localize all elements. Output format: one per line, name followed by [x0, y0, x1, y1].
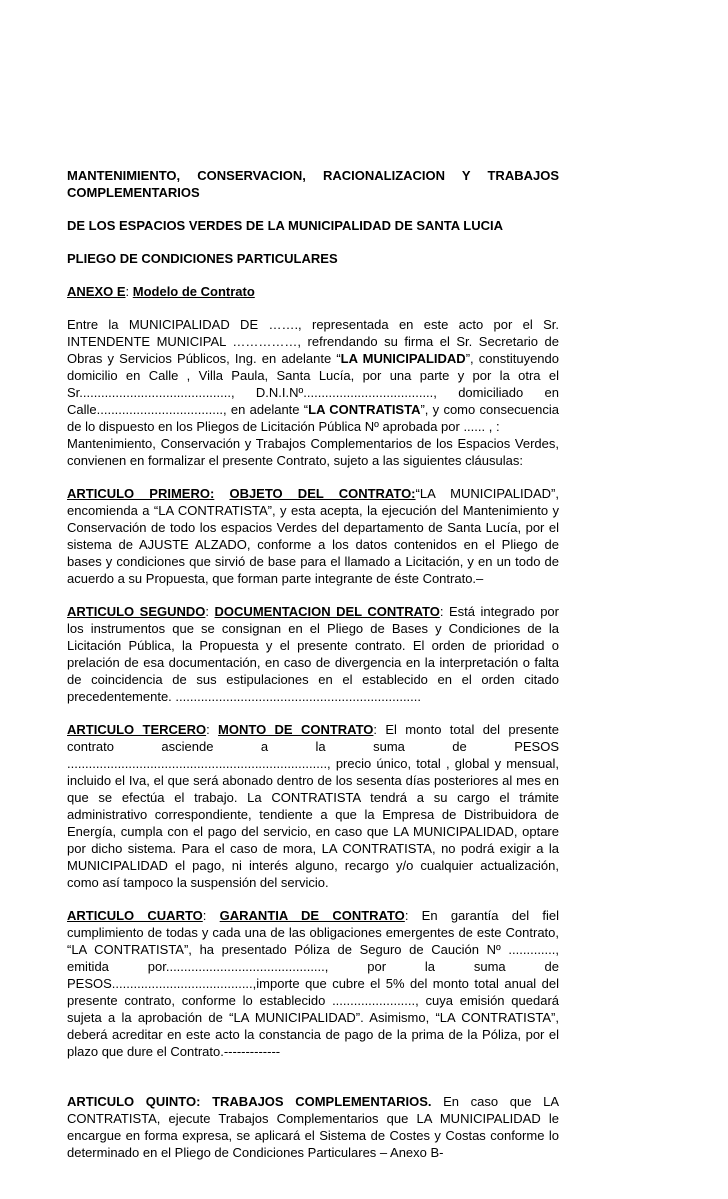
article-3-label: ARTICULO TERCERO — [67, 722, 207, 737]
article-3-text: : El monto total del presente contrato asciende a la suma de PESOS ........................................................................, precio único, total , global y mensual, incluido el Iva, el que será abonado dentro de los sesenta días posteriores al mes en que se efectúa el trabajo. La CONTRATISTA tendrá a su cargo el trámite administrativo correspondiente, tendiente a que la Empresa de Distribuidora de Energía, cumpla con el pago del servicio, en caso que LA MUNICIPALIDAD, optare por dicho sistema. Para el caso de mora, LA CONTRATISTA, no podrá exigir a la MUNICIPALIDAD el pago, ni interés alguno, recargo y/o cualquier actualización, como así tampoco la suspensión del servicio. — [67, 722, 559, 890]
document-subtitle: DE LOS ESPACIOS VERDES DE LA MUNICIPALIDAD DE SANTA LUCIA — [67, 218, 504, 233]
anexo-name: Modelo de Contrato — [132, 284, 255, 299]
article-2: ARTICULO SEGUNDO: DOCUMENTACION DEL CONTRATO: Está integrado por los instrumentos que se consignan en el Pliego de Bases y Condiciones de la Licitación Pública, la Propuesta y el presente contrato. El orden de prioridad o prelación de esa documentación, en caso de divergencia en la interpretación o falta de coincidencia de sus estipulaciones en el establecido en el orden citado precedentemente. .................................................................... — [67, 604, 559, 704]
document-title: MANTENIMIENTO, CONSERVACION, RACIONALIZACION Y TRABAJOS COMPLEMENTARIOS — [67, 168, 559, 200]
article-4-title: GARANTIA DE CONTRATO — [219, 908, 405, 923]
document-body — [67, 167, 559, 1161]
article-1-text: “LA MUNICIPALIDAD”, encomienda a “LA CONTRATISTA”, y esta acepta, la ejecución del Mantenimiento y Conservación de todo los espacios Verdes del departamento de Santa Lucía, por el sistema de AJUSTE ALZADO, conforme a los datos contenidos en el Pliego de bases y condiciones que sirvió de base para el llamado a Licitación, y en un todo de acuerdo a su Propuesta, que forman parte integrante de éste Contrato.– — [67, 486, 559, 586]
article-4-text: : En garantía del fiel cumplimiento de todas y cada una de las obligaciones emergentes de este Contrato, “LA CONTRATISTA”, ha presentado Póliza de Seguro de Caución Nº ............., emitida por............................................, por la suma de PESOS.......................................,importe que cubre el 5% del monto total anual del presente contrato, conforme lo establecido ......................., cuya emisión quedará sujeta a la aprobación de “LA MUNICIPALIDAD”. Asimismo, “LA CONTRATISTA”, deberá acreditar en este acto la constancia de pago de la prima de la Póliza, por el plazo que dure el Contrato.------------- — [67, 908, 559, 1059]
article-5 — [67, 1093, 559, 1161]
intro-paragraph — [67, 316, 559, 435]
article-2-label: ARTICULO SEGUNDO — [67, 604, 206, 619]
anexo-separator: : — [125, 284, 133, 299]
municipalidad-term: LA MUNICIPALIDAD — [340, 351, 466, 366]
contratista-term: LA CONTRATISTA — [308, 402, 421, 417]
document-section-title: PLIEGO DE CONDICIONES PARTICULARES — [67, 251, 338, 266]
article-2-title: DOCUMENTACION DEL CONTRATO — [214, 604, 440, 619]
article-4: ARTICULO CUARTO: GARANTIA DE CONTRATO: En garantía del fiel cumplimiento de todas y cada una de las obligaciones emergentes de este Contrato, “LA CONTRATISTA”, ha presentado Póliza de Seguro de Caución Nº ............., emitida por............................................, por la suma de PESOS.......................................,importe que cubre el 5% del monto total anual del presente contrato, conforme lo establecido ......................., cuya emisión quedará sujeta a la aprobación de “LA MUNICIPALIDAD”. Asimismo, “LA CONTRATISTA”, deberá acreditar en este acto la constancia de pago de la prima de la Póliza, por el plazo que dure el Contrato.------------- — [67, 908, 559, 1059]
article-5-text: En caso que LA CONTRATISTA, ejecute Trabajos Complementarios que LA MUNICIPALIDAD le encargue en forma expresa, se aplicará el Sistema de Costes y Costas conforme lo determinado en el Pliego de Condiciones Particulares – Anexo B- — [67, 1094, 560, 1160]
article-1-label: ARTICULO PRIMERO: — [67, 486, 215, 501]
article-3-title: MONTO DE CONTRATO — [218, 722, 374, 737]
article-3: ARTICULO TERCERO: MONTO DE CONTRATO: El monto total del presente contrato asciende a la suma de PESOS ........................................................................, precio único, total , global y mensual, incluido el Iva, el que será abonado dentro de los sesenta días posteriores al mes en que se efectúa el trabajo. La CONTRATISTA tendrá a su cargo el trámite administrativo correspondiente, tendiente a que la Empresa de Distribuidora de Energía, cumpla con el pago del servicio, en caso que LA MUNICIPALIDAD, optare por dicho sistema. Para el caso de mora, LA CONTRATISTA, no podrá exigir a la MUNICIPALIDAD el pago, ni interés alguno, recargo y/o cualquier actualización, como así tampoco la suspensión del servicio. — [67, 722, 559, 890]
anexo-label: ANEXO E — [67, 284, 126, 299]
article-1 — [67, 485, 559, 587]
intro-paragraph-2: Mantenimiento, Conservación y Trabajos Complementarios de los Espacios Verdes, convienen en formalizar el presente Contrato, sujeto a las siguientes cláusulas: — [67, 436, 559, 468]
intro-text: ”, y como consecuencia de lo dispuesto en los Pliegos de Licitación Pública Nº aprobada por ...... , : — [67, 402, 559, 434]
article-2-text: : Está integrado por los instrumentos que se consignan en el Pliego de Bases y Condiciones de la Licitación Pública, la Propuesta y el presente contrato. El orden de prioridad o prelación de esa documentación, en caso de divergencia en la interpretación o falta de coincidencia de sus estipulaciones en el establecido en el orden citado precedentemente. .................................................................... — [67, 604, 559, 704]
intro-text: ”, constituyendo domicilio en Calle , Villa Paula, Santa Lucía, por una parte y por la otra el Sr.........................................., D.N.I.Nº...................................., domiciliado en Calle..................................., en adelante “ — [67, 351, 559, 417]
article-5-heading: ARTICULO QUINTO: TRABAJOS COMPLEMENTARIOS. — [67, 1094, 432, 1109]
article-1-title: OBJETO DEL CONTRATO: — [229, 486, 416, 501]
article-4-label: ARTICULO CUARTO — [67, 908, 203, 923]
anexo-heading — [67, 283, 559, 300]
intro-text: Entre la MUNICIPALIDAD DE ……., representada en este acto por el Sr. INTENDENTE MUNICIPAL ……………, refrendando su firma el Sr. Secretario de Obras y Servicios Públicos, Ing. en adelante “ — [67, 317, 559, 366]
